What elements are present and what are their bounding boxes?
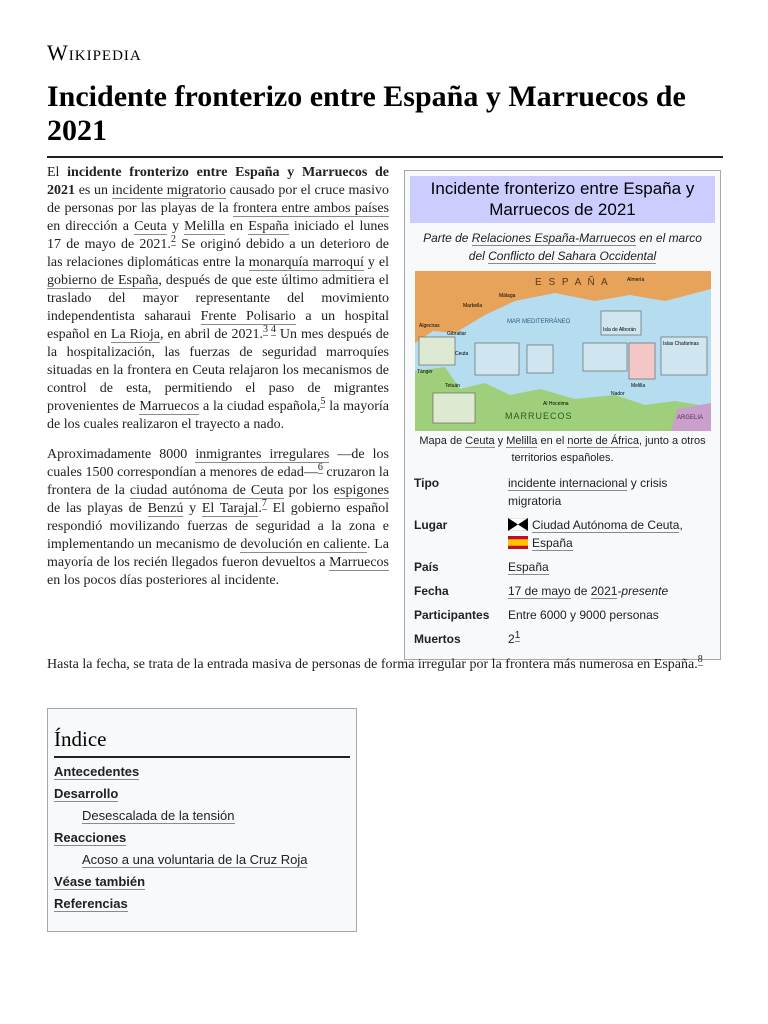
spain-flag-icon (508, 536, 528, 549)
text: y (183, 501, 202, 516)
text: -presente (617, 584, 669, 598)
text: —de los cuales 1500 correspondían a menores de edad— (47, 447, 389, 480)
text: El (47, 165, 68, 180)
page-title: Incidente fronterizo entre España y Marruecos de 2021 (47, 80, 723, 158)
map-label-melilla: Melilla (630, 383, 645, 389)
link-benzu[interactable]: Benzú (147, 501, 184, 516)
link-ciudad-autonoma[interactable]: ciudad autónoma de Ceuta (129, 483, 284, 498)
bold-term: incidente fronterizo entre España y Marruecos de 2021 (47, 165, 389, 198)
link-ciudad-ceuta[interactable]: Ciudad Autónoma de Ceuta (532, 518, 680, 532)
map-label-tetuan: Tetuán (444, 383, 460, 389)
key-lugar: Lugar (414, 518, 448, 532)
map-label-sea: MAR MEDITERRÁNEO (506, 319, 570, 325)
caption-link-melilla[interactable]: Melilla (506, 435, 538, 447)
ref-4[interactable]: 4 (270, 324, 276, 336)
map-label-spain: E S P A Ñ A (534, 277, 610, 288)
caption-link-ceuta[interactable]: Ceuta (465, 435, 495, 447)
key-tipo: Tipo (414, 476, 440, 490)
inset-ceuta (419, 337, 455, 365)
map-image[interactable] (415, 271, 711, 431)
link-relaciones[interactable]: Relaciones España-Marruecos (471, 231, 636, 245)
value-pais (504, 555, 715, 579)
inset-peninsula-almina (433, 393, 475, 423)
text: en (224, 219, 249, 234)
link-incidente-migratorio[interactable]: incidente migratorio (111, 183, 226, 198)
toc-list (54, 764, 350, 912)
value-lugar (504, 513, 715, 555)
text: 2 (508, 632, 515, 646)
map-label-nador: Nador (610, 391, 625, 397)
toc-item (54, 852, 350, 868)
text: Un mes después de la hospitalización, las fuerzas de seguridad marroquíes situadas en la frontera en Ceuta relajaron los mecanismos de control de esta, permitiendo el paso de migrantes provenientes de (47, 327, 389, 414)
toc-link[interactable]: Reacciones (54, 830, 127, 845)
toc-item (54, 830, 350, 846)
row-tipo (410, 471, 715, 513)
wikipedia-logo[interactable]: Wikipedia (47, 40, 142, 65)
text: cruzaron la frontera de la (47, 465, 389, 498)
ref-6[interactable]: 6 (317, 462, 323, 474)
text: es un (75, 183, 112, 198)
map-label-gibraltar: Gibraltar (446, 331, 466, 337)
map-label-chafarinas: Islas Chafarinas (662, 341, 699, 347)
link-espigones[interactable]: espigones (333, 483, 390, 498)
link-polisario[interactable]: Frente Polisario (200, 309, 296, 324)
map-label-malaga: Málaga (498, 293, 515, 299)
toc-item (54, 874, 350, 890)
infobox (404, 170, 721, 660)
text: iniciado el lunes 17 de mayo de 2021. (47, 219, 389, 252)
text: Hasta la fecha, se trata de la entrada masiva de personas de forma irregular por la frontera más numerosa en España. (47, 657, 698, 672)
map-label-marbella: Marbella (462, 303, 482, 309)
link-lugar-espana[interactable]: España (532, 536, 573, 550)
text: , junto a otros territorios españoles. (511, 435, 706, 464)
infobox-subtitle (410, 223, 715, 269)
link-marruecos-2[interactable]: Marruecos (329, 555, 389, 570)
inset-alhucemas (527, 345, 553, 373)
text: El gobierno español respondió movilizando fuerzas de seguridad a la zona e implementando un mecanismo de (47, 501, 389, 552)
text: Parte de (423, 231, 472, 245)
link-devolucion[interactable]: devolución en caliente (240, 537, 367, 552)
text: y (494, 435, 507, 447)
inset-albor (583, 343, 627, 371)
link-la-rioja[interactable]: La Rioja (110, 327, 160, 342)
link-monarquia[interactable]: monarquía marroquí (248, 255, 364, 270)
value-tipo (504, 471, 715, 513)
text: Se originó debido a un deterioro de las relaciones diplomáticas entre la (47, 237, 390, 270)
text: . La mayoría de los recién llegados fueron devueltos a (47, 537, 390, 570)
map-label-algeciras: Algeciras (418, 323, 440, 329)
link-el-tarajal[interactable]: El Tarajal (201, 501, 259, 516)
text: y crisis migratoria (508, 476, 668, 508)
text: y (166, 219, 185, 234)
map-label-ceuta: Ceuta (454, 351, 468, 357)
map-label-tanger: Tánger (416, 369, 433, 375)
key-fecha: Fecha (414, 584, 449, 598)
text: , después de que este último admitiera el traslado del mayor representante del movimiento independentista saharaui (47, 273, 389, 324)
ref-5[interactable]: 5 (320, 396, 326, 408)
text: , en abril de 2021. (160, 327, 263, 342)
ceuta-flag-icon (508, 518, 528, 531)
text: la mayoría de los cuales realizaron el trayecto a nado. (47, 399, 389, 432)
text: causado por el cruce masivo de personas por las playas de la (47, 183, 389, 216)
map-label-alboran: Isla de Alborán (602, 327, 636, 333)
text: en dirección a (47, 219, 135, 234)
link-gobierno[interactable]: gobierno de España (47, 273, 159, 288)
link-melilla[interactable]: Melilla (184, 219, 225, 234)
link-ceuta[interactable]: Ceuta (134, 219, 167, 234)
link-17-mayo[interactable]: 17 de mayo (508, 584, 571, 598)
link-2021[interactable]: 2021 (590, 584, 618, 598)
intro-column (47, 164, 389, 602)
table-of-contents (47, 708, 357, 932)
value-muertos (504, 627, 715, 651)
toc-link[interactable]: Véase también (54, 874, 146, 889)
row-fecha (410, 579, 715, 603)
text: Mapa de (419, 435, 466, 447)
map-label-alhoceima: Al Hoceima (542, 401, 569, 407)
ref-7[interactable]: 7 (261, 498, 267, 510)
text: a un hospital español en (47, 309, 390, 342)
row-lugar (410, 513, 715, 555)
text: de las playas de (47, 501, 148, 516)
ref-2[interactable]: 2 (170, 234, 176, 246)
intro-paragraph-1 (47, 164, 389, 434)
text: Aproximadamente 8000 (47, 447, 196, 462)
row-participantes (410, 603, 715, 627)
text: . (258, 501, 262, 516)
toc-link[interactable]: Desescalada de la tensión (82, 808, 235, 823)
ref-1[interactable]: 1 (514, 630, 521, 641)
text: en el marco del (468, 231, 702, 263)
value-participantes: Entre 6000 y 9000 personas (508, 608, 659, 622)
map-caption (410, 431, 715, 471)
text: , (679, 518, 683, 532)
ref-8[interactable]: 8 (697, 654, 703, 666)
link-incidente-internacional[interactable]: incidente internacional (508, 476, 628, 490)
link-inmigrantes[interactable]: inmigrantes irregulares (195, 447, 330, 462)
text: por los (283, 483, 334, 498)
value-fecha (504, 579, 715, 603)
toc-item (54, 896, 350, 912)
toc-item (54, 786, 350, 802)
text: en los pocos días posteriores al incidente. (47, 573, 280, 588)
intro-paragraph-3 (47, 656, 723, 674)
text: y el (363, 255, 390, 270)
link-espana[interactable]: España (248, 219, 289, 234)
infobox-table (410, 471, 715, 651)
toc-item (54, 764, 350, 780)
text: en el (537, 435, 568, 447)
link-conflicto[interactable]: Conflicto del Sahara Occidental (488, 249, 657, 263)
toc-link[interactable]: Desarrollo (54, 786, 119, 801)
inset-melilla (629, 343, 655, 379)
toc-link[interactable]: Antecedentes (54, 764, 140, 779)
link-frontera[interactable]: frontera entre ambos países (232, 201, 389, 216)
map-label-almeria: Almería (626, 277, 644, 283)
infobox-title: Incidente fronterizo entre España y Marruecos de 2021 (410, 176, 715, 223)
key-muertos: Muertos (414, 632, 461, 646)
text: de (570, 584, 591, 598)
row-pais (410, 555, 715, 579)
key-pais: País (414, 560, 439, 574)
map-label-morocco: MARRUECOS (504, 411, 573, 421)
toc-title: Índice (54, 727, 350, 758)
intro-paragraph-2 (47, 446, 389, 590)
text: a la ciudad española, (199, 399, 321, 414)
ref-3[interactable]: 3 (262, 324, 268, 336)
toc-item (54, 808, 350, 824)
toc-link[interactable]: Referencias (54, 896, 128, 911)
inset-velez (475, 343, 519, 375)
key-participantes: Participantes (414, 608, 490, 622)
row-muertos (410, 627, 715, 651)
toc-link[interactable]: Acoso a una voluntaria de la Cruz Roja (82, 852, 308, 867)
map-label-algeria: ARGELIA (676, 415, 703, 421)
link-marruecos[interactable]: Marruecos (139, 399, 200, 414)
link-pais-espana[interactable]: España (508, 560, 549, 574)
caption-link-norte-africa[interactable]: norte de África (567, 435, 639, 447)
